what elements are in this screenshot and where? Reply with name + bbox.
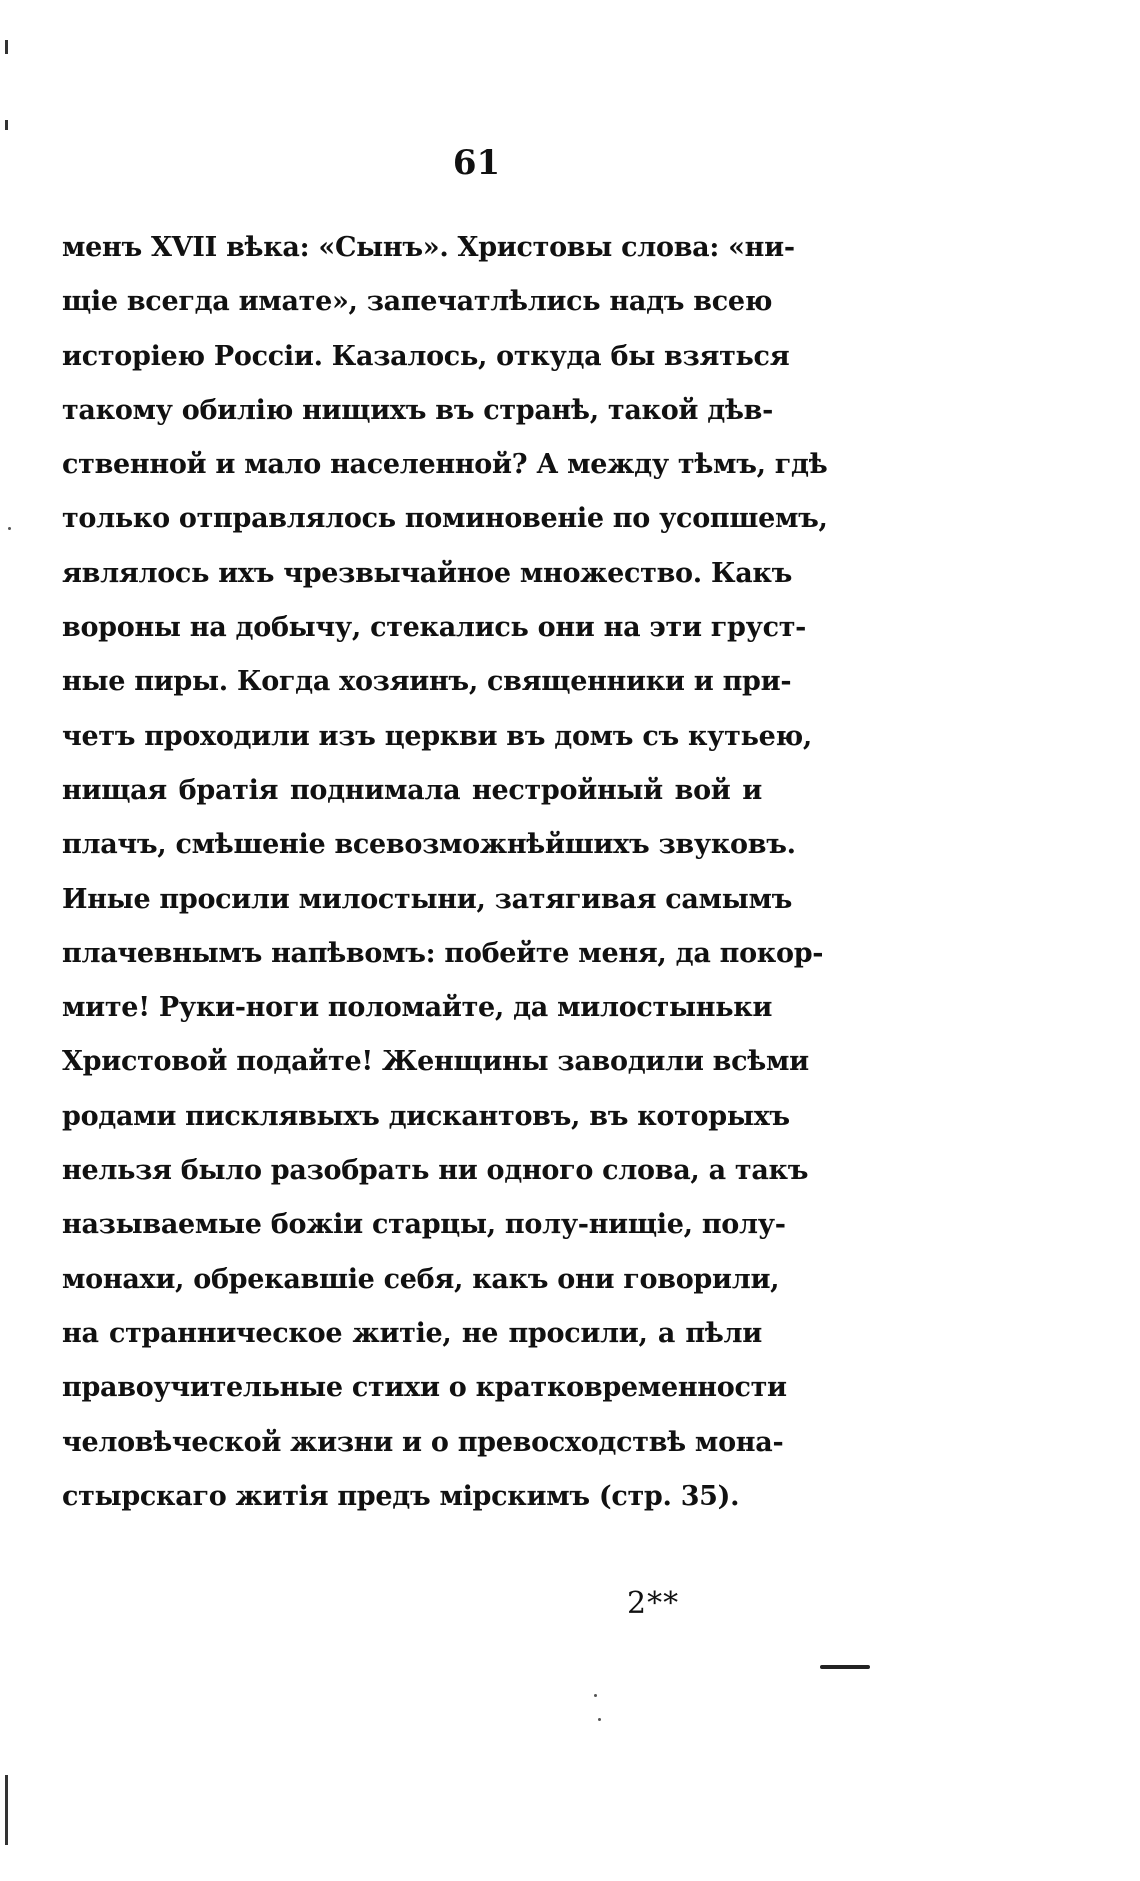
text-line: нищая братія поднимала нестройный вой и	[62, 774, 762, 806]
scan-speck	[8, 527, 11, 530]
text-line: Иные просили милостыни, затягивая самымъ	[62, 883, 793, 915]
text-line: только отправлялось поминовеніе по усопшемъ,	[62, 503, 828, 535]
text-line: монахи, обрекавшіе себя, какъ они говорили,	[62, 1263, 780, 1295]
text-line: родами писклявыхъ дискантовъ, въ которыхъ	[62, 1100, 790, 1132]
text-line: правоучительные стихи о кратковременности	[62, 1372, 787, 1404]
text-line: мите! Руки-ноги поломайте, да милостыньки	[62, 992, 773, 1024]
text-line: являлось ихъ чрезвычайное множество. Какъ	[62, 557, 793, 589]
text-line: на странническое житіе, не просили, а пѣли	[62, 1317, 762, 1349]
text-line: такому обилію нищихъ въ странѣ, такой дѣв-	[62, 394, 773, 426]
text-line: щіе всегда имате», запечатлѣлись надъ всею	[62, 286, 773, 318]
text-line: плачевнымъ напѣвомъ: побейте меня, да покор-	[62, 937, 824, 969]
text-line: плачъ, смѣшеніе всевозможнѣйшихъ звуковъ.	[62, 829, 796, 861]
scan-edge-mark	[5, 120, 8, 130]
text-line: ные пиры. Когда хозяинъ, священники и при-	[62, 666, 792, 698]
text-line: менъ XVII вѣка: «Сынъ». Христовы слова: «ни-	[62, 232, 795, 263]
page-number: 61	[452, 143, 501, 183]
text-line: четъ проходили изъ церкви въ домъ съ кутьею,	[62, 720, 812, 752]
text-line: нельзя было разобрать ни одного слова, а такъ	[62, 1155, 809, 1187]
text-line: Христовой подайте! Женщины заводили всѣми	[62, 1046, 809, 1078]
body-text	[62, 228, 828, 1531]
scan-edge-mark	[5, 1775, 8, 1845]
text-line: исторіею Россіи. Казалось, откуда бы взяться	[62, 340, 790, 372]
text-line: стырскаго житія предъ мірскимъ (стр. 35).	[62, 1480, 740, 1512]
text-line: человѣческой жизни и о превосходствѣ мона-	[62, 1426, 784, 1458]
scan-speck	[598, 1718, 601, 1721]
margin-dash	[820, 1665, 870, 1669]
scan-speck	[594, 1694, 597, 1697]
scan-edge-mark	[5, 40, 8, 54]
signature-mark: 2**	[627, 1586, 680, 1621]
text-line: ственной и мало населенной? А между тѣмъ, гдѣ	[62, 449, 828, 481]
text-line: называемые божіи старцы, полу-нищіе, полу-	[62, 1209, 786, 1241]
text-line: вороны на добычу, стекались они на эти груст-	[62, 612, 807, 644]
